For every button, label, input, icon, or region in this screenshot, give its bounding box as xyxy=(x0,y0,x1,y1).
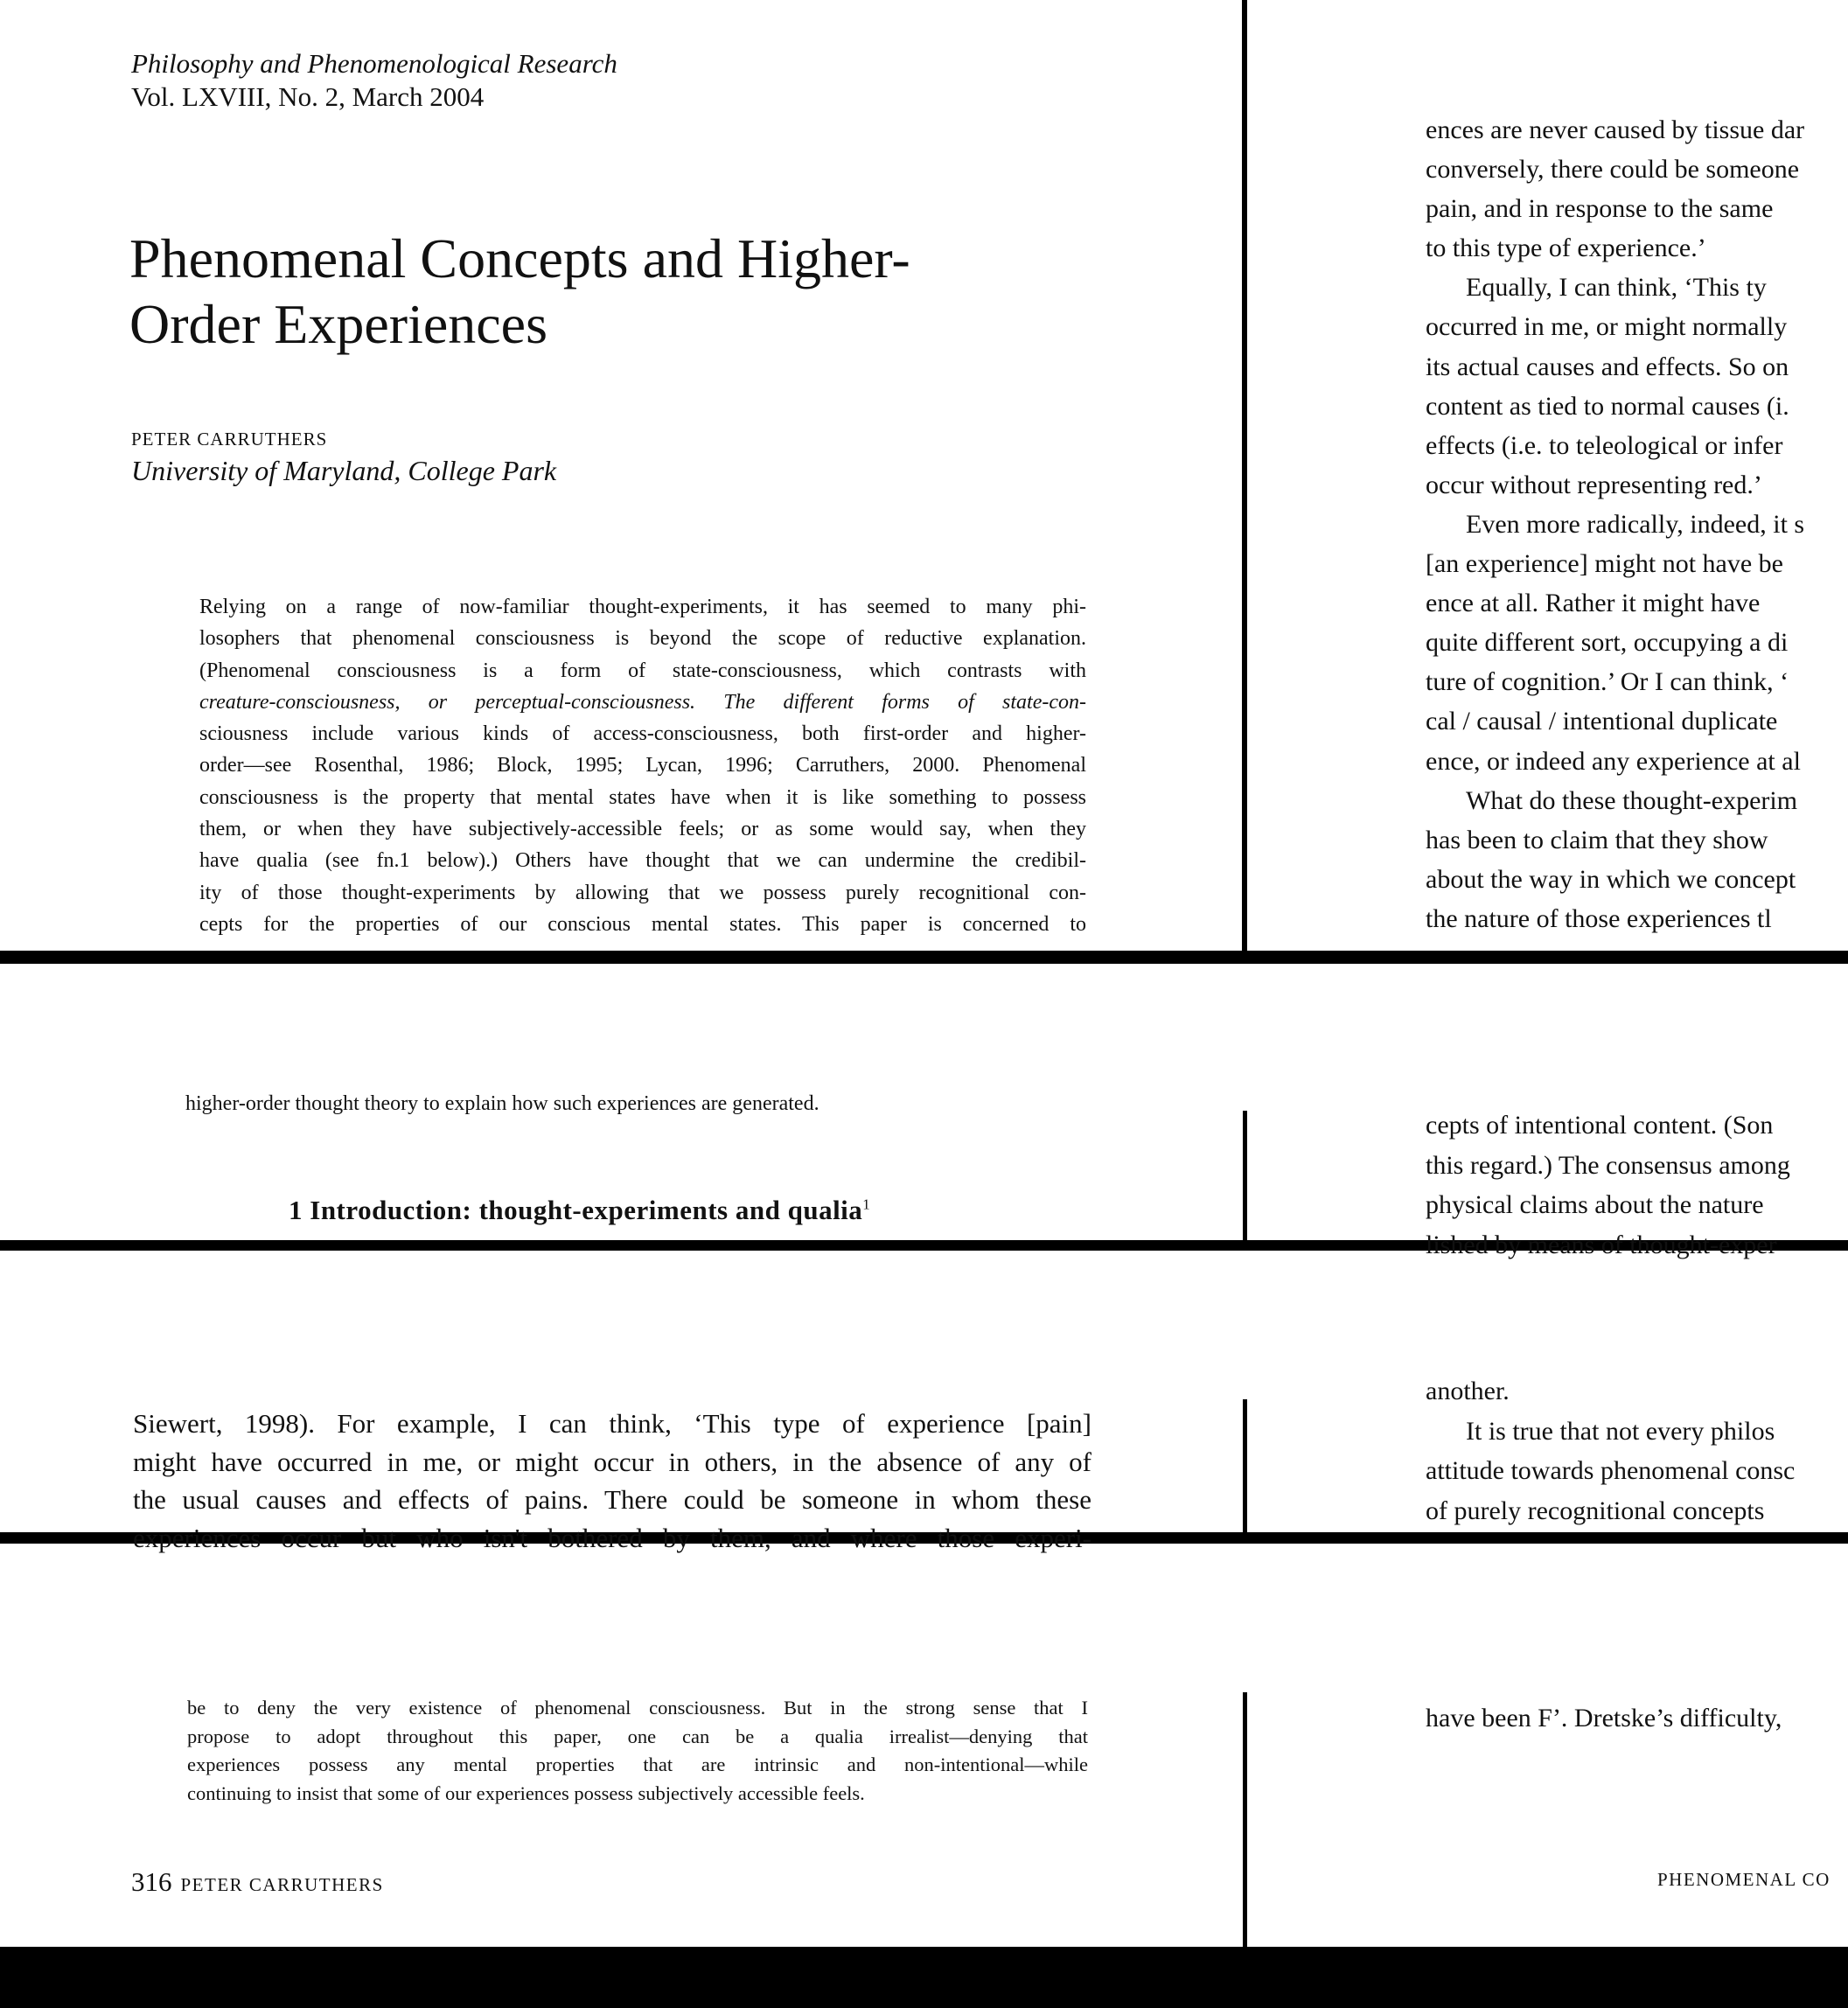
author-affiliation: University of Maryland, College Park xyxy=(131,455,557,486)
right-line: Even more radically, indeed, it s xyxy=(1466,509,1805,539)
right-line: cepts of intentional content. (Son xyxy=(1426,1111,1774,1140)
abstract-line-text: creature-consciousness, or perceptual-consciousness. The different forms of state-con- xyxy=(199,690,1086,714)
footnote-marker: 1 xyxy=(862,1196,871,1213)
gutter-line-4 xyxy=(1243,1692,1247,1947)
right-line: occurred in me, or might normally xyxy=(1426,312,1788,342)
right-line: content as tied to normal causes (i. xyxy=(1426,391,1789,421)
body-line: experiences occur but who isn't bothered by them, and where those experi- xyxy=(133,1522,1091,1553)
abstract-line: sciousness include various kinds of access-consciousness, both first-order and higher- xyxy=(199,722,1086,746)
abstract-last-line: higher-order thought theory to explain how such experiences are generated. xyxy=(185,1092,819,1115)
right-page-band-3 xyxy=(1426,1377,1848,1532)
right-line: occur without representing red.’ xyxy=(1426,470,1762,499)
body-line: the usual causes and effects of pains. There could be someone in whom these xyxy=(133,1484,1091,1515)
right-line: this regard.) The consensus among xyxy=(1426,1150,1790,1180)
footnote xyxy=(187,1694,1088,1808)
abstract-line: Relying on a range of now-familiar thought-experiments, it has seemed to many phi- xyxy=(199,596,1086,618)
abstract-line: order—see Rosenthal, 1986; Block, 1995; Lycan, 1996; Carruthers, 2000. Phenomenal xyxy=(199,754,1086,777)
right-line: its actual causes and effects. So on xyxy=(1426,352,1789,381)
right-line: ences are never caused by tissue dar xyxy=(1426,115,1805,144)
footnote-line: be to deny the very existence of phenomenal consciousness. But in the strong sense that I xyxy=(187,1697,1088,1719)
right-line: pain, and in response to the same xyxy=(1426,194,1774,224)
abstract-line: them, or when they have subjectively-accessible feels; or as some would say, when they xyxy=(199,818,1086,841)
right-line: physical claims about the nature xyxy=(1426,1190,1764,1219)
right-line: [an experience] might not have be xyxy=(1426,549,1783,579)
right-line: attitude towards phenomenal consc xyxy=(1426,1456,1796,1485)
author-name: PETER CARRUTHERS xyxy=(131,429,328,450)
abstract-line: ity of those thought-experiments by allowing that we possess purely recognitional con- xyxy=(199,881,1086,904)
right-line: ence, or indeed any experience at al xyxy=(1426,746,1801,776)
footnote-line: propose to adopt throughout this paper, one can be a qualia irrealist—denying that xyxy=(187,1725,1088,1747)
page-number: 316 xyxy=(131,1866,172,1897)
right-page-band-2 xyxy=(1426,1105,1848,1259)
right-line: another. xyxy=(1426,1377,1510,1405)
journal-volume: Vol. LXVIII, No. 2, March 2004 xyxy=(131,81,485,112)
gutter-line-1 xyxy=(1242,0,1247,951)
footnote-line: experiences possess any mental properties that are intrinsic and non-intentional—while xyxy=(187,1754,1088,1775)
right-line: the nature of those experiences tl xyxy=(1426,903,1772,933)
right-line: about the way in which we concept xyxy=(1426,864,1796,894)
scan-gap-band-1 xyxy=(0,951,1848,964)
abstract xyxy=(199,591,1086,951)
abstract-line: consciousness is the property that mental states have when it is like something to possess xyxy=(199,785,1086,809)
right-line: has been to claim that they show xyxy=(1426,825,1768,854)
right-line: conversely, there could be someone xyxy=(1426,155,1800,185)
left-page-footer xyxy=(131,1866,384,1898)
journal-header xyxy=(131,47,617,114)
running-head-left: PETER CARRUTHERS xyxy=(180,1874,384,1895)
abstract-line: have qualia (see fn.1 below).) Others have thought that we can undermine the credibil- xyxy=(199,849,1086,873)
body-line: might have occurred in me, or might occur in others, in the absence of any of xyxy=(133,1446,1091,1477)
abstract-line xyxy=(199,687,1086,718)
footnote-line: continuing to insist that some of our experiences possess subjectively accessible feels. xyxy=(187,1781,865,1804)
abstract-line: cepts for the properties of our conscious mental states. This paper is concerned to xyxy=(199,912,1086,936)
section-heading-text: 1 Introduction: thought-experiments and qualia xyxy=(289,1195,863,1225)
abstract-line: (Phenomenal consciousness is a form of state-consciousness, which contrasts with xyxy=(199,659,1086,682)
body-text-left xyxy=(133,1405,1091,1553)
abstract-last-line-window xyxy=(185,1092,973,1126)
right-line: to this type of experience.’ xyxy=(1426,234,1706,263)
gutter-line-3 xyxy=(1243,1399,1247,1532)
body-line: Siewert, 1998). For example, I can think, ‘This type of experience [pain] xyxy=(133,1408,1091,1439)
scan-gap-band-4 xyxy=(0,1947,1848,2008)
right-line: ence at all. Rather it might have xyxy=(1426,589,1761,618)
right-line: of purely recognitional concepts xyxy=(1426,1496,1765,1525)
journal-name: Philosophy and Phenomenological Research xyxy=(131,48,617,79)
right-page-column xyxy=(1426,110,1848,951)
abstract-line: losophers that phenomenal consciousness is beyond the scope of reductive explanation. xyxy=(199,627,1086,651)
right-page-line-4: have been F’. Dretske’s difficulty, xyxy=(1426,1704,1782,1733)
right-line: lished by means of thought-exper xyxy=(1426,1230,1777,1259)
right-line: effects (i.e. to teleological or infer xyxy=(1426,430,1783,460)
right-line: What do these thought-experim xyxy=(1466,785,1798,815)
running-head-right: PHENOMENAL CO xyxy=(1657,1869,1831,1890)
section-heading xyxy=(289,1195,870,1226)
title-line-1: Phenomenal Concepts and Higher- xyxy=(129,227,910,289)
right-line: cal / causal / intentional duplicate xyxy=(1426,707,1778,736)
right-line: Equally, I can think, ‘This ty xyxy=(1466,273,1767,303)
title-line-2: Order Experiences xyxy=(129,293,547,355)
right-line: It is true that not every philos xyxy=(1466,1416,1775,1446)
article-title xyxy=(129,226,910,357)
right-line: ture of cognition.’ Or I can think, ‘ xyxy=(1426,667,1789,697)
gutter-line-2 xyxy=(1243,1111,1247,1240)
right-line: quite different sort, occupying a di xyxy=(1426,628,1789,658)
